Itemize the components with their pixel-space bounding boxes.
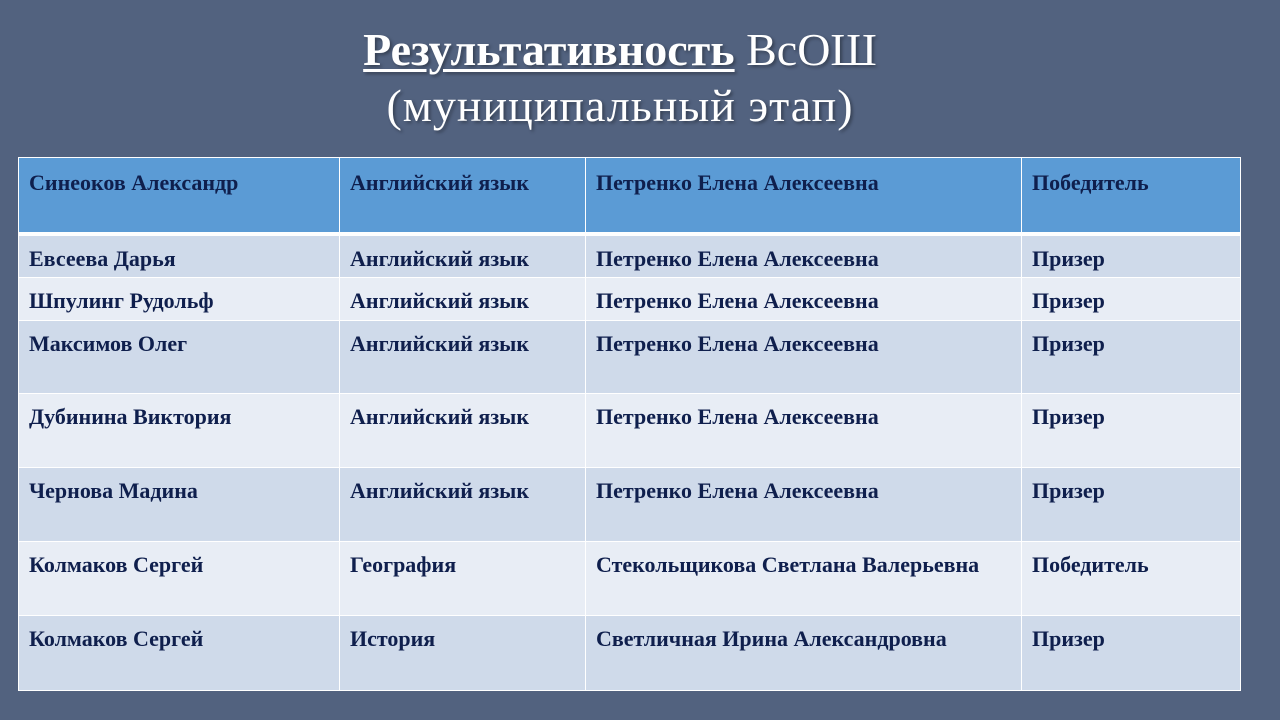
- cell-teacher: Петренко Елена Алексеевна: [586, 278, 1022, 321]
- cell-status: Призер: [1022, 468, 1241, 542]
- cell-status: Призер: [1022, 278, 1241, 321]
- table-row: [19, 394, 1241, 468]
- cell-teacher: Петренко Елена Алексеевна: [586, 468, 1022, 542]
- cell-student: Дубинина Виктория: [19, 394, 340, 468]
- slide-title: [0, 22, 1240, 134]
- cell-status: Призер: [1022, 616, 1241, 691]
- cell-subject: География: [340, 542, 586, 616]
- cell-subject: Английский язык: [340, 278, 586, 321]
- cell-student: Евсеева Дарья: [19, 234, 340, 278]
- cell-teacher: Светличная Ирина Александровна: [586, 616, 1022, 691]
- slide-title-bold: Результативность: [363, 24, 735, 75]
- cell-status: Призер: [1022, 234, 1241, 278]
- cell-student: Чернова Мадина: [19, 468, 340, 542]
- cell-subject: История: [340, 616, 586, 691]
- table-row: [19, 616, 1241, 691]
- table-row: [19, 234, 1241, 278]
- table-row: [19, 468, 1241, 542]
- header-student: Синеоков Александр: [19, 158, 340, 235]
- cell-teacher: Стекольщикова Светлана Валерьевна: [586, 542, 1022, 616]
- header-subject: Английский язык: [340, 158, 586, 235]
- cell-teacher: Петренко Елена Алексеевна: [586, 321, 1022, 394]
- slide-title-rest: ВсОШ: [734, 24, 877, 75]
- table-row: [19, 278, 1241, 321]
- table-row: [19, 321, 1241, 394]
- cell-subject: Английский язык: [340, 321, 586, 394]
- cell-status: Призер: [1022, 321, 1241, 394]
- cell-subject: Английский язык: [340, 234, 586, 278]
- header-status: Победитель: [1022, 158, 1241, 235]
- cell-status: Призер: [1022, 394, 1241, 468]
- cell-student: Шпулинг Рудольф: [19, 278, 340, 321]
- cell-student: Колмаков Сергей: [19, 616, 340, 691]
- table-header-row: [19, 158, 1241, 235]
- results-table: [18, 157, 1241, 691]
- header-teacher: Петренко Елена Алексеевна: [586, 158, 1022, 235]
- cell-student: Колмаков Сергей: [19, 542, 340, 616]
- cell-subject: Английский язык: [340, 468, 586, 542]
- table-row: [19, 542, 1241, 616]
- cell-teacher: Петренко Елена Алексеевна: [586, 394, 1022, 468]
- cell-student: Максимов Олег: [19, 321, 340, 394]
- cell-status: Победитель: [1022, 542, 1241, 616]
- slide-subtitle: (муниципальный этап): [386, 80, 854, 131]
- cell-subject: Английский язык: [340, 394, 586, 468]
- cell-teacher: Петренко Елена Алексеевна: [586, 234, 1022, 278]
